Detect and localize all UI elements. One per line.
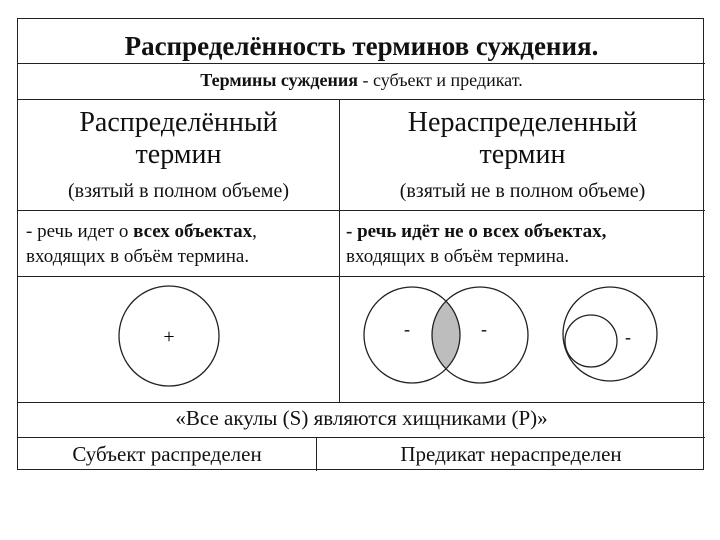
minus-sign: - [481, 319, 487, 339]
distributed-desc-bold: всех объектах [133, 221, 253, 242]
undistributed-heading-line2: термин [479, 139, 566, 170]
distributed-desc-suffix: , входящих в объём термина. [26, 221, 257, 267]
inner-nested-circle [565, 315, 617, 367]
subtitle-bold: Термины суждения [200, 70, 359, 90]
predicate-verdict: Предикат нераспределен [400, 442, 622, 466]
distributed-heading-line1: Распределённый [79, 107, 278, 138]
undistributed-desc-suffix: входящих в объём термина. [346, 246, 570, 267]
distributed-heading-line2: термин [135, 139, 222, 170]
subject-verdict: Субъект распределен [72, 442, 262, 466]
subtitle-rest: - субъект и предикат. [358, 70, 523, 90]
page-title: Распределённость терминов суждения. [124, 31, 599, 61]
distributed-note: (взятый в полном объеме) [67, 180, 289, 202]
distributed-desc-prefix: - речь идет о [26, 221, 134, 242]
undistributed-desc-bold: - речь идёт не о всех объектах, [346, 221, 607, 242]
outer-nested-circle [563, 287, 657, 381]
plus-sign: + [163, 326, 175, 348]
undistributed-heading-line1: Нераспределенный [407, 107, 638, 138]
undistributed-note: (взятый не в полном объеме) [399, 180, 646, 202]
example-statement: «Все акулы (S) являются хищниками (P)» [175, 406, 548, 430]
minus-sign: - [625, 327, 631, 347]
minus-sign: - [404, 319, 410, 339]
